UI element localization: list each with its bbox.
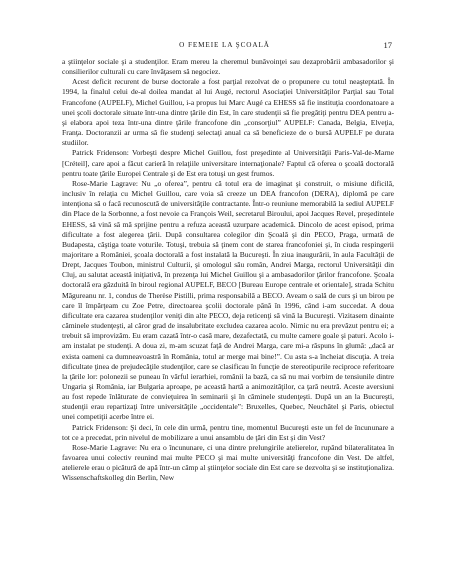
paragraph: Rose-Marie Lagrave: Nu era o încununare, ci una dintre prelungirile atelierelor, rupând bilateralitatea în favoarea unui colectiv reunind mai multe PECO şi mai multe universităţi francofone din Vest. De altfel, atelierele erau o picătură de apă într-un câmp al ştiinţelor sociale din Est care se dezvolta şi se instituţionaliza. Wissenschaftskolleg din Berlin, New xyxy=(62,442,394,483)
running-title: O FEMEIE LA ŞCOALĂ xyxy=(179,41,270,49)
paragraph: Patrick Fridenson: Vorbeşti despre Michel Guillou, fost preşedinte al Universităţii Paris-Val-de-Marne [Créteil], care apoi a făcut carieră în relaţiile universitare internaţionale? Faptul că oferea o şcoală doctorală pentru toate ţările Europei Centrale şi de Est era totuşi un gest frumos. xyxy=(62,148,394,178)
body-text xyxy=(62,57,394,484)
page-number: 17 xyxy=(383,40,392,50)
running-head xyxy=(62,40,392,53)
paragraph: Acest deficit recurent de burse doctorale a fost parţial rezolvat de o propunere cu totul neaşteptată. În 1994, la finalul celui de-al doilea mandat al lui Augé, rectorul Asociaţiei Universităţilor Parţial sau Total Francofone (AUPELF), Michel Guillou, i-a propus lui Marc Augé ca EHESS să fie instituţia coordonatoare a unei şcoli doctorale situate într-una dintre ţările din Est, în care studenţii să fie pregătiţi pentru DEA pentru a-şi elabora apoi teza într-una dintre ţările francofone din „consorţiul” AUPELF: Canada, Belgia, Elveţia, Franţa. Doctoranzii ar urma să fie studenţi selectaţi anual ca să beneficieze de o bursă AUPELF pe durata studiilor. xyxy=(62,77,394,148)
paragraph: a ştiinţelor sociale şi a studenţilor. Eram mereu la cheremul bunăvoinţei sau dezaprobării ambasadorilor şi consilierilor culturali cu care învăţasem să negociez. xyxy=(62,57,394,77)
paragraph: Patrick Fridenson: Şi deci, în cele din urmă, pentru tine, momentul Bucureşti este un fel de încununare a tot ce a precedat, prin nivelul de mobilizare a unui ansamblu de ţări din Est şi din Vest? xyxy=(62,422,394,442)
paragraph: Rose-Marie Lagrave: Nu „o oferea”, pentru că totul era de imaginat şi construit, o misiune dificilă, inclusiv în relaţia cu Michel Guillou, care voia să creeze un DEA francofon (DERA), diplomă pe care intenţiona să o facă recunoscută de universităţile contractante. Într-o reuniune memorabilă la sediul AUPELF din Place de la Sorbonne, a fost nevoie ca François Weil, secretarul Biroului, apoi Jacques Revel, preşedintele EHESS, să vină să mă sprijine pentru a refuza această uzurpare academică. Dincolo de acest episod, prima dificultate a fost alegerea ţării. După consultarea colegilor din Şcoală şi din PECO, Praga, urmată de Budapesta, căştiga toate voturile. Totuşi, trebuia să ţinem cont de starea francofoniei şi, în ciuda respingerii majoritare a României, şcoala doctorală a fost instalată la Bucureşti. În ziua inaugurării, în aula Facultăţii de Drept, Jacques Toubon, ministrul Culturii, şi omologul său român, Andrei Marga, rectorul Universităţii din Cluj, au salutat această iniţiativă, în prezenţa lui Michel Guillou şi a ambasadorilor ţărilor francofone. Şcoala doctorală era găzduită în biroul regional AUPELF, BECO [Bureau Europe centrale et orientale], strada Schitu Măgureanu nr. 1, condus de Therèse Pistilli, prima responsabilă a BECO. Aveam o sală de curs şi un birou pe care îl împărţeam cu Zoe Petre, directoarea şcolii doctorale până în 1996, când i-am succedat. A doua dificultate era cazarea studenţilor veniţi din alte PECO, deja reticenţi să vină la Bucureşti. Vizitasem dinainte căminele studenţeşti, al căror grad de insalubritate excludea cazarea acolo. Nimic nu era prevăzut pentru ei; a trebuit să improvizăm. Eu eram cazată într-o casă mare, dezafectată, cu multe camere goale şi paturi. Acolo i-am instalat pe studenţi. A doua zi, m-am scuzat faţă de Andrei Marga, care mi-a răspuns în glumă: „dacă ar exista oameni ca dumneavoastră în România, totul ar merge mai bine!”. Cu asta s-a încheiat discuţia. A treia dificultate ţinea de prejudecăţile studenţilor, care se clasificau în funcţie de stereotipurile reciproce referitoare la ţările lor: polonezii se puneau în vârful ierarhiei, românii la bază, ca să nu mai vorbim de tensiunile dintre Ungaria şi România, iar Bulgaria aproape, pe această hartă a animozităţilor, ca ţară neutră. Aceste aversiuni au fost repede înlăturate de convieţuirea în seminarii şi în căminele studenţeşti. După un an la Bucureşti, studenţii erau repartizaţi între universităţile „occidentale”: Bruxelles, Quebec, Neuchâtel şi Paris, obiectul unei competiţii acerbe între ei. xyxy=(62,178,394,422)
